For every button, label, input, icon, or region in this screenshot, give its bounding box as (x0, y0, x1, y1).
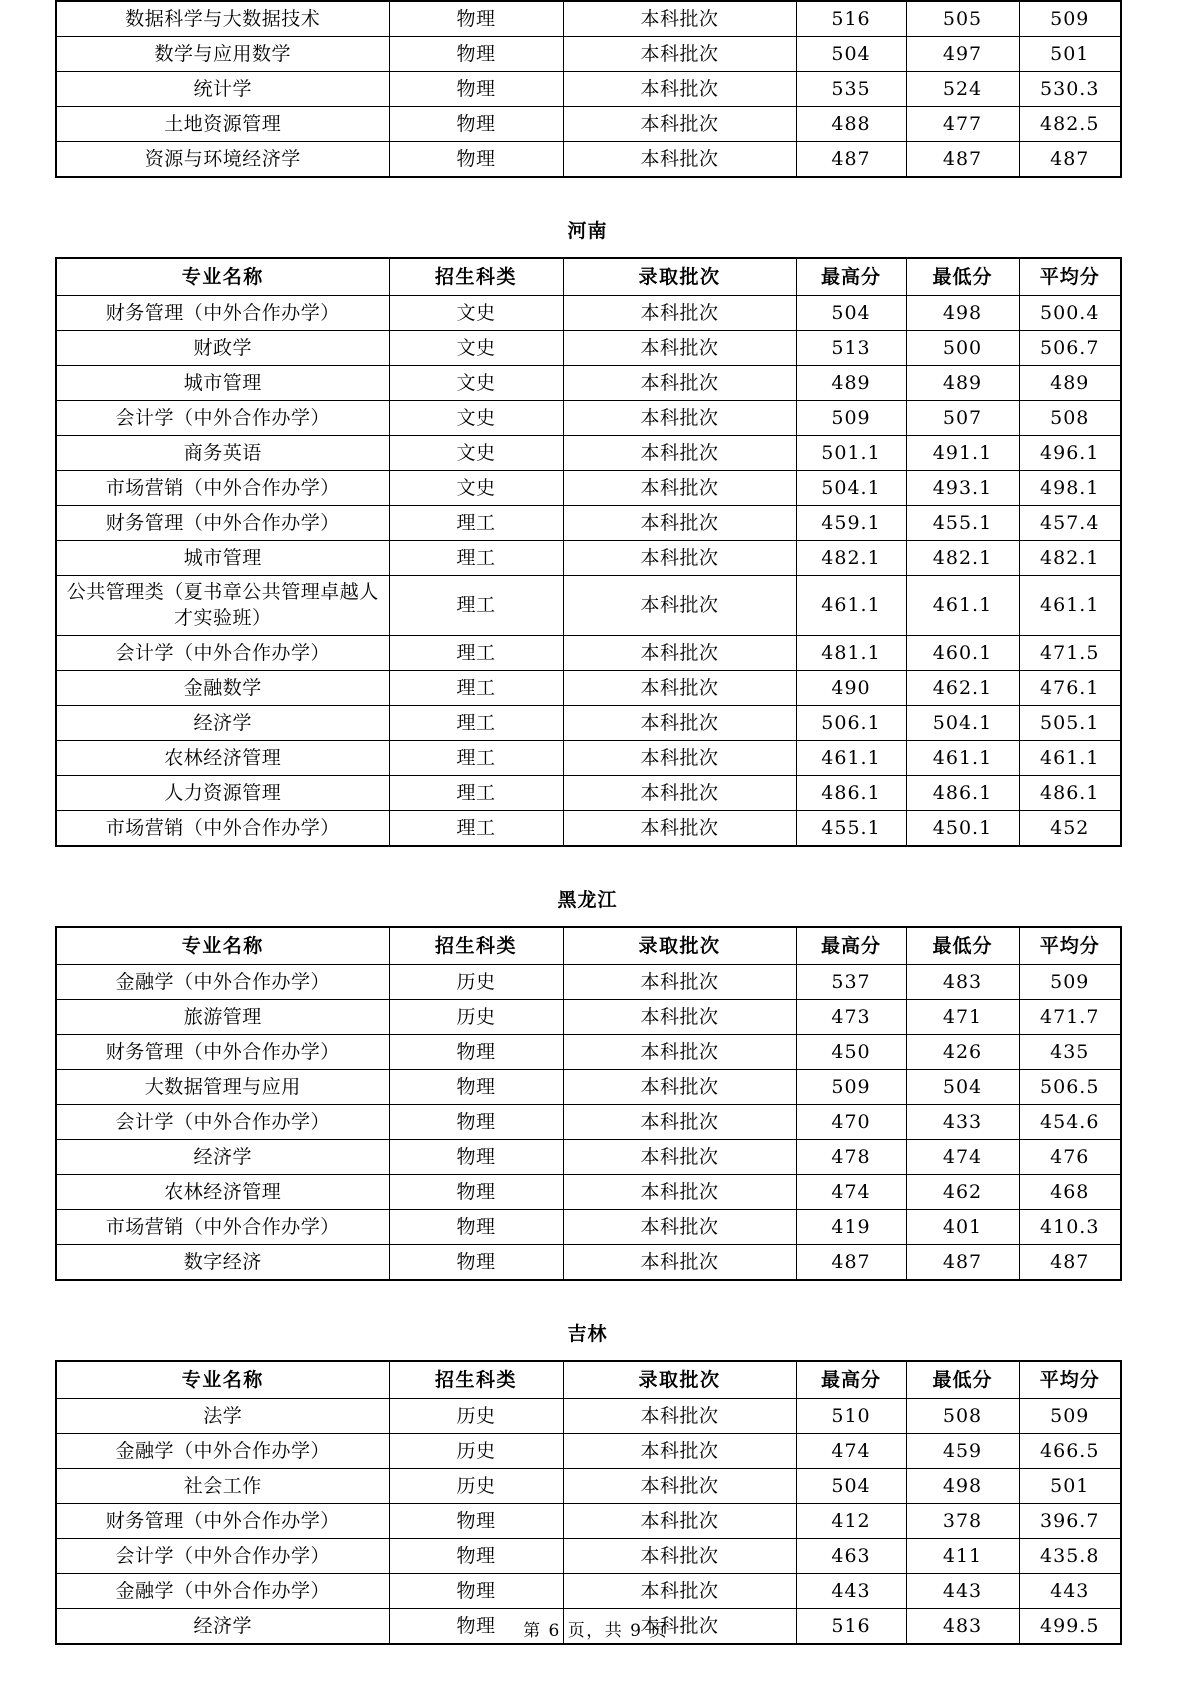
table-row (56, 1539, 1121, 1574)
cell-highest-score: 473 (796, 1000, 906, 1035)
cell-lowest-score: 459 (906, 1434, 1019, 1469)
table-row (56, 541, 1121, 576)
table-row (56, 296, 1121, 331)
cell-average-score: 476 (1019, 1140, 1121, 1175)
column-header: 录取批次 (563, 1361, 796, 1399)
cell-category: 物理 (389, 1609, 563, 1645)
cell-major-name: 财务管理（中外合作办学） (56, 1035, 389, 1070)
cell-major-name: 土地资源管理 (56, 107, 389, 142)
title-spacer (55, 1344, 1120, 1360)
cell-average-score: 396.7 (1019, 1504, 1121, 1539)
cell-highest-score: 504 (796, 1469, 906, 1504)
cell-highest-score: 506.1 (796, 706, 906, 741)
column-header: 最低分 (906, 258, 1019, 296)
cell-highest-score: 516 (796, 1609, 906, 1645)
cell-highest-score: 461.1 (796, 576, 906, 636)
column-header: 招生科类 (389, 258, 563, 296)
column-header: 招生科类 (389, 927, 563, 965)
province-section (55, 1281, 1120, 1645)
table-row (56, 401, 1121, 436)
column-header: 最高分 (796, 258, 906, 296)
cell-average-score: 506.7 (1019, 331, 1121, 366)
cell-batch: 本科批次 (563, 1609, 796, 1645)
cell-lowest-score: 486.1 (906, 776, 1019, 811)
table-header-row (56, 927, 1121, 965)
cell-major-name: 市场营销（中外合作办学） (56, 471, 389, 506)
cell-major-name: 财务管理（中外合作办学） (56, 1504, 389, 1539)
cell-highest-score: 470 (796, 1105, 906, 1140)
cell-major-name: 会计学（中外合作办学） (56, 636, 389, 671)
column-header: 录取批次 (563, 258, 796, 296)
cell-category: 文史 (389, 471, 563, 506)
cell-highest-score: 419 (796, 1210, 906, 1245)
cell-major-name: 财务管理（中外合作办学） (56, 296, 389, 331)
cell-average-score: 487 (1019, 142, 1121, 178)
cell-average-score: 471.5 (1019, 636, 1121, 671)
cell-major-name: 数字经济 (56, 1245, 389, 1281)
table-row (56, 506, 1121, 541)
cell-batch: 本科批次 (563, 331, 796, 366)
column-header: 最高分 (796, 927, 906, 965)
cell-lowest-score: 461.1 (906, 576, 1019, 636)
cell-major-name: 统计学 (56, 72, 389, 107)
cell-batch: 本科批次 (563, 401, 796, 436)
cell-major-name: 大数据管理与应用 (56, 1070, 389, 1105)
cell-average-score: 461.1 (1019, 576, 1121, 636)
cell-lowest-score: 483 (906, 965, 1019, 1000)
cell-average-score: 461.1 (1019, 741, 1121, 776)
cell-category: 物理 (389, 37, 563, 72)
cell-category: 物理 (389, 1175, 563, 1210)
table-row (56, 576, 1121, 636)
cell-average-score: 509 (1019, 1399, 1121, 1434)
cell-average-score: 506.5 (1019, 1070, 1121, 1105)
cell-major-name: 财政学 (56, 331, 389, 366)
cell-average-score: 496.1 (1019, 436, 1121, 471)
cell-highest-score: 455.1 (796, 811, 906, 847)
cell-batch: 本科批次 (563, 436, 796, 471)
table-row (56, 741, 1121, 776)
cell-category: 历史 (389, 1469, 563, 1504)
cell-batch: 本科批次 (563, 1399, 796, 1434)
cell-lowest-score: 489 (906, 366, 1019, 401)
cell-highest-score: 481.1 (796, 636, 906, 671)
cell-lowest-score: 505 (906, 1, 1019, 37)
table-row (56, 1469, 1121, 1504)
table-row (56, 1070, 1121, 1105)
cell-lowest-score: 411 (906, 1539, 1019, 1574)
cell-lowest-score: 482.1 (906, 541, 1019, 576)
cell-category: 物理 (389, 1504, 563, 1539)
cell-highest-score: 513 (796, 331, 906, 366)
table-row (56, 1245, 1121, 1281)
cell-highest-score: 510 (796, 1399, 906, 1434)
table-row (56, 471, 1121, 506)
cell-category: 物理 (389, 107, 563, 142)
cell-major-name: 社会工作 (56, 1469, 389, 1504)
table-row (56, 1035, 1121, 1070)
cell-average-score: 454.6 (1019, 1105, 1121, 1140)
cell-lowest-score: 443 (906, 1574, 1019, 1609)
cell-highest-score: 443 (796, 1574, 906, 1609)
cell-highest-score: 488 (796, 107, 906, 142)
cell-highest-score: 501.1 (796, 436, 906, 471)
cell-batch: 本科批次 (563, 541, 796, 576)
cell-highest-score: 504 (796, 37, 906, 72)
cell-batch: 本科批次 (563, 1070, 796, 1105)
cell-category: 文史 (389, 436, 563, 471)
cell-category: 物理 (389, 1070, 563, 1105)
cell-batch: 本科批次 (563, 576, 796, 636)
cell-category: 物理 (389, 142, 563, 178)
cell-batch: 本科批次 (563, 72, 796, 107)
table-header-row (56, 1361, 1121, 1399)
cell-highest-score: 490 (796, 671, 906, 706)
cell-average-score: 501 (1019, 37, 1121, 72)
cell-average-score: 486.1 (1019, 776, 1121, 811)
table-row (56, 811, 1121, 847)
province-section (55, 847, 1120, 1281)
cell-category: 物理 (389, 1245, 563, 1281)
cell-average-score: 452 (1019, 811, 1121, 847)
cell-lowest-score: 487 (906, 142, 1019, 178)
cell-category: 文史 (389, 366, 563, 401)
table-header-row (56, 258, 1121, 296)
cell-batch: 本科批次 (563, 1035, 796, 1070)
cell-batch: 本科批次 (563, 1504, 796, 1539)
cell-lowest-score: 491.1 (906, 436, 1019, 471)
cell-category: 理工 (389, 741, 563, 776)
cell-highest-score: 487 (796, 142, 906, 178)
table-row (56, 1, 1121, 37)
cell-batch: 本科批次 (563, 1, 796, 37)
cell-highest-score: 535 (796, 72, 906, 107)
province-title: 吉林 (567, 1323, 608, 1346)
table-row (56, 1175, 1121, 1210)
admission-score-table (55, 0, 1122, 178)
province-section (55, 178, 1120, 847)
cell-lowest-score: 462 (906, 1175, 1019, 1210)
cell-highest-score: 482.1 (796, 541, 906, 576)
cell-lowest-score: 460.1 (906, 636, 1019, 671)
cell-highest-score: 486.1 (796, 776, 906, 811)
cell-major-name: 金融数学 (56, 671, 389, 706)
table-row (56, 331, 1121, 366)
cell-category: 理工 (389, 776, 563, 811)
cell-category: 理工 (389, 811, 563, 847)
cell-category: 物理 (389, 1, 563, 37)
cell-highest-score: 450 (796, 1035, 906, 1070)
cell-highest-score: 516 (796, 1, 906, 37)
page-content (55, 0, 1120, 1645)
cell-major-name: 资源与环境经济学 (56, 142, 389, 178)
cell-batch: 本科批次 (563, 1574, 796, 1609)
cell-average-score: 499.5 (1019, 1609, 1121, 1645)
admission-score-table (55, 1360, 1122, 1645)
cell-major-name: 金融学（中外合作办学） (56, 1434, 389, 1469)
cell-category: 物理 (389, 1140, 563, 1175)
title-spacer (55, 241, 1120, 257)
cell-category: 物理 (389, 1539, 563, 1574)
cell-major-name: 数据科学与大数据技术 (56, 1, 389, 37)
cell-category: 理工 (389, 671, 563, 706)
cell-highest-score: 474 (796, 1175, 906, 1210)
cell-lowest-score: 483 (906, 1609, 1019, 1645)
section-spacer (55, 1281, 1120, 1325)
cell-highest-score: 459.1 (796, 506, 906, 541)
cell-lowest-score: 497 (906, 37, 1019, 72)
column-header: 招生科类 (389, 1361, 563, 1399)
cell-highest-score: 504.1 (796, 471, 906, 506)
cell-batch: 本科批次 (563, 706, 796, 741)
table-row (56, 706, 1121, 741)
cell-category: 理工 (389, 506, 563, 541)
title-spacer (55, 910, 1120, 926)
table-row (56, 636, 1121, 671)
cell-highest-score: 509 (796, 401, 906, 436)
cell-batch: 本科批次 (563, 366, 796, 401)
cell-category: 文史 (389, 331, 563, 366)
cell-lowest-score: 462.1 (906, 671, 1019, 706)
cell-average-score: 500.4 (1019, 296, 1121, 331)
cell-highest-score: 478 (796, 1140, 906, 1175)
cell-average-score: 457.4 (1019, 506, 1121, 541)
column-header: 专业名称 (56, 258, 389, 296)
sections-container (55, 0, 1120, 1645)
cell-lowest-score: 461.1 (906, 741, 1019, 776)
cell-lowest-score: 508 (906, 1399, 1019, 1434)
cell-lowest-score: 498 (906, 296, 1019, 331)
cell-lowest-score: 426 (906, 1035, 1019, 1070)
cell-major-name: 农林经济管理 (56, 741, 389, 776)
cell-average-score: 530.3 (1019, 72, 1121, 107)
cell-average-score: 501 (1019, 1469, 1121, 1504)
column-header: 专业名称 (56, 927, 389, 965)
cell-highest-score: 509 (796, 1070, 906, 1105)
cell-batch: 本科批次 (563, 1105, 796, 1140)
cell-average-score: 482.1 (1019, 541, 1121, 576)
table-row (56, 1140, 1121, 1175)
cell-major-name: 会计学（中外合作办学） (56, 401, 389, 436)
column-header: 最低分 (906, 927, 1019, 965)
cell-average-score: 509 (1019, 965, 1121, 1000)
cell-lowest-score: 504 (906, 1070, 1019, 1105)
cell-major-name: 人力资源管理 (56, 776, 389, 811)
cell-average-score: 505.1 (1019, 706, 1121, 741)
table-row (56, 1574, 1121, 1609)
table-row (56, 1105, 1121, 1140)
cell-major-name: 数学与应用数学 (56, 37, 389, 72)
cell-category: 理工 (389, 636, 563, 671)
cell-major-name: 市场营销（中外合作办学） (56, 1210, 389, 1245)
cell-lowest-score: 500 (906, 331, 1019, 366)
cell-highest-score: 461.1 (796, 741, 906, 776)
cell-major-name: 市场营销（中外合作办学） (56, 811, 389, 847)
table-row (56, 671, 1121, 706)
cell-major-name: 旅游管理 (56, 1000, 389, 1035)
cell-average-score: 489 (1019, 366, 1121, 401)
cell-major-name: 经济学 (56, 1140, 389, 1175)
cell-batch: 本科批次 (563, 636, 796, 671)
cell-major-name: 经济学 (56, 706, 389, 741)
admission-score-table (55, 926, 1122, 1281)
table-row (56, 436, 1121, 471)
column-header: 平均分 (1019, 258, 1121, 296)
cell-lowest-score: 471 (906, 1000, 1019, 1035)
cell-category: 物理 (389, 72, 563, 107)
cell-batch: 本科批次 (563, 506, 796, 541)
cell-lowest-score: 493.1 (906, 471, 1019, 506)
cell-category: 物理 (389, 1574, 563, 1609)
cell-highest-score: 537 (796, 965, 906, 1000)
cell-lowest-score: 455.1 (906, 506, 1019, 541)
cell-lowest-score: 504.1 (906, 706, 1019, 741)
cell-average-score: 410.3 (1019, 1210, 1121, 1245)
cell-category: 物理 (389, 1035, 563, 1070)
cell-average-score: 476.1 (1019, 671, 1121, 706)
cell-highest-score: 489 (796, 366, 906, 401)
cell-major-name: 城市管理 (56, 366, 389, 401)
cell-lowest-score: 524 (906, 72, 1019, 107)
cell-average-score: 498.1 (1019, 471, 1121, 506)
cell-highest-score: 412 (796, 1504, 906, 1539)
column-header: 录取批次 (563, 927, 796, 965)
column-header: 专业名称 (56, 1361, 389, 1399)
cell-average-score: 435 (1019, 1035, 1121, 1070)
cell-lowest-score: 477 (906, 107, 1019, 142)
cell-batch: 本科批次 (563, 1000, 796, 1035)
cell-category: 理工 (389, 706, 563, 741)
table-row (56, 1504, 1121, 1539)
cell-batch: 本科批次 (563, 37, 796, 72)
column-header: 最低分 (906, 1361, 1019, 1399)
cell-batch: 本科批次 (563, 776, 796, 811)
cell-batch: 本科批次 (563, 142, 796, 178)
table-row (56, 965, 1121, 1000)
province-section (55, 0, 1120, 178)
cell-average-score: 509 (1019, 1, 1121, 37)
cell-batch: 本科批次 (563, 296, 796, 331)
cell-lowest-score: 378 (906, 1504, 1019, 1539)
cell-category: 物理 (389, 1210, 563, 1245)
cell-category: 历史 (389, 1399, 563, 1434)
cell-highest-score: 504 (796, 296, 906, 331)
table-row (56, 776, 1121, 811)
cell-average-score: 471.7 (1019, 1000, 1121, 1035)
cell-category: 历史 (389, 1434, 563, 1469)
cell-major-name: 会计学（中外合作办学） (56, 1105, 389, 1140)
cell-major-name: 法学 (56, 1399, 389, 1434)
table-row (56, 72, 1121, 107)
cell-batch: 本科批次 (563, 811, 796, 847)
table-row (56, 366, 1121, 401)
cell-lowest-score: 498 (906, 1469, 1019, 1504)
cell-batch: 本科批次 (563, 1469, 796, 1504)
cell-major-name: 金融学（中外合作办学） (56, 1574, 389, 1609)
cell-category: 历史 (389, 1000, 563, 1035)
table-row (56, 107, 1121, 142)
cell-average-score: 482.5 (1019, 107, 1121, 142)
cell-batch: 本科批次 (563, 471, 796, 506)
cell-major-name: 农林经济管理 (56, 1175, 389, 1210)
cell-category: 历史 (389, 965, 563, 1000)
cell-lowest-score: 433 (906, 1105, 1019, 1140)
section-spacer (55, 847, 1120, 891)
admission-score-table (55, 257, 1122, 847)
cell-average-score: 508 (1019, 401, 1121, 436)
column-header: 平均分 (1019, 1361, 1121, 1399)
cell-batch: 本科批次 (563, 1210, 796, 1245)
cell-average-score: 468 (1019, 1175, 1121, 1210)
province-title: 河南 (567, 220, 608, 242)
table-row (56, 1434, 1121, 1469)
cell-category: 文史 (389, 401, 563, 436)
table-row (56, 37, 1121, 72)
cell-major-name: 公共管理类（夏书章公共管理卓越人才实验班） (56, 576, 389, 636)
table-row (56, 1399, 1121, 1434)
cell-major-name: 城市管理 (56, 541, 389, 576)
cell-average-score: 435.8 (1019, 1539, 1121, 1574)
cell-major-name: 会计学（中外合作办学） (56, 1539, 389, 1574)
column-header: 平均分 (1019, 927, 1121, 965)
page-footer: 第 6 页，共 9 页 (523, 1621, 668, 1641)
cell-highest-score: 474 (796, 1434, 906, 1469)
cell-highest-score: 463 (796, 1539, 906, 1574)
cell-major-name: 财务管理（中外合作办学） (56, 506, 389, 541)
cell-batch: 本科批次 (563, 1434, 796, 1469)
cell-batch: 本科批次 (563, 671, 796, 706)
cell-major-name: 商务英语 (56, 436, 389, 471)
cell-batch: 本科批次 (563, 1539, 796, 1574)
cell-batch: 本科批次 (563, 1175, 796, 1210)
cell-major-name: 金融学（中外合作办学） (56, 965, 389, 1000)
cell-lowest-score: 487 (906, 1245, 1019, 1281)
cell-average-score: 487 (1019, 1245, 1121, 1281)
table-row (56, 1210, 1121, 1245)
column-header: 最高分 (796, 1361, 906, 1399)
cell-batch: 本科批次 (563, 965, 796, 1000)
section-spacer (55, 178, 1120, 222)
cell-category: 理工 (389, 576, 563, 636)
cell-lowest-score: 450.1 (906, 811, 1019, 847)
cell-batch: 本科批次 (563, 1245, 796, 1281)
table-row (56, 1000, 1121, 1035)
cell-category: 文史 (389, 296, 563, 331)
cell-average-score: 466.5 (1019, 1434, 1121, 1469)
cell-lowest-score: 401 (906, 1210, 1019, 1245)
cell-major-name: 经济学 (56, 1609, 389, 1645)
table-row (56, 142, 1121, 178)
cell-average-score: 443 (1019, 1574, 1121, 1609)
cell-batch: 本科批次 (563, 107, 796, 142)
cell-highest-score: 487 (796, 1245, 906, 1281)
cell-batch: 本科批次 (563, 741, 796, 776)
cell-lowest-score: 507 (906, 401, 1019, 436)
cell-lowest-score: 474 (906, 1140, 1019, 1175)
cell-category: 理工 (389, 541, 563, 576)
cell-category: 物理 (389, 1105, 563, 1140)
cell-batch: 本科批次 (563, 1140, 796, 1175)
province-title: 黑龙江 (557, 889, 618, 912)
